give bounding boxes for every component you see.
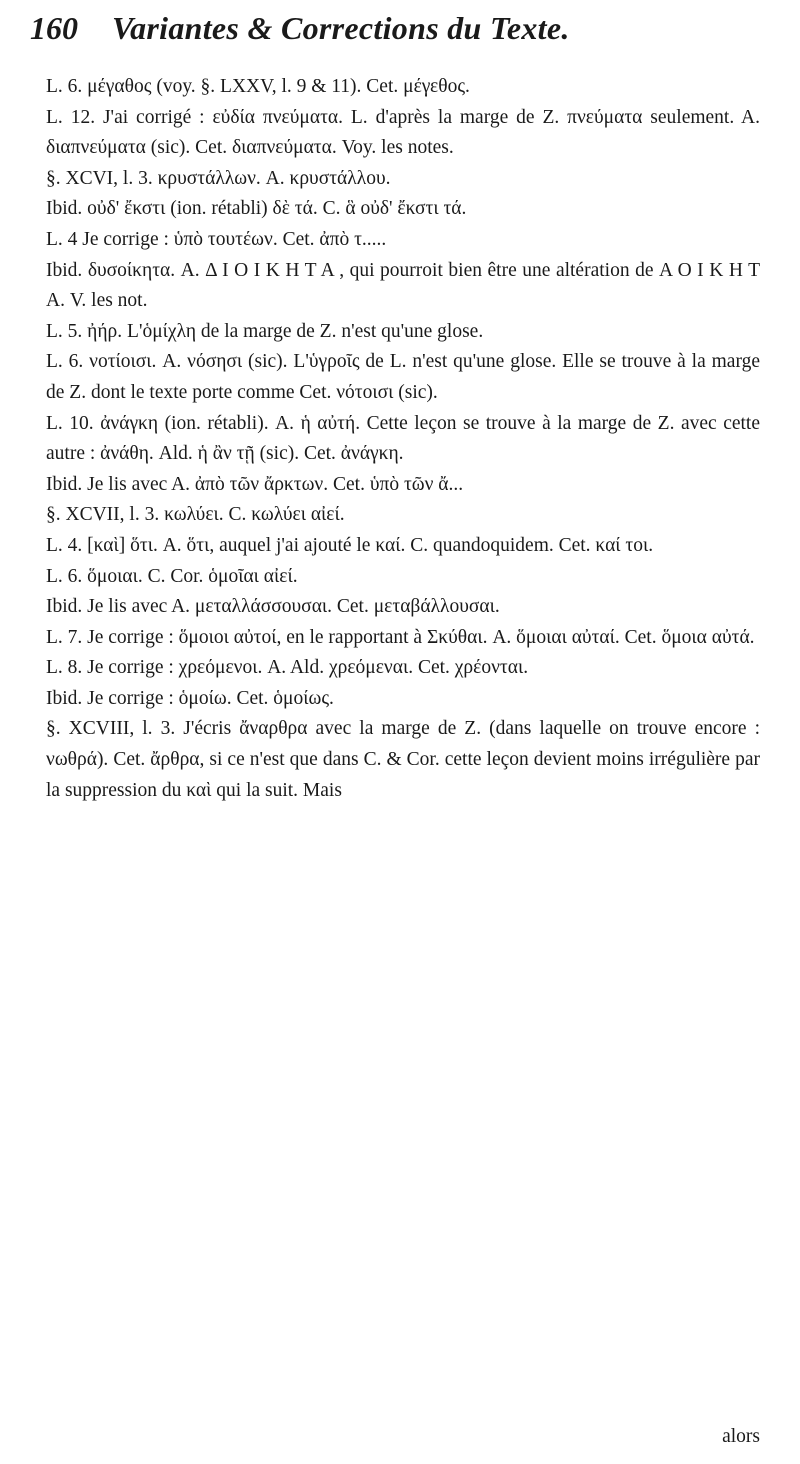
variant-note: L. 8. Je corrige : χρεόμενοι. A. Ald. χρεόμεναι. Cet. χρέονται.: [46, 657, 529, 679]
variant-note: Ibid. Je lis avec A. μεταλλάσσουσαι. Cet. μεταβάλλουσαι.: [46, 596, 500, 618]
running-title: Variantes & Corrections du Texte.: [112, 10, 570, 46]
variant-note: L. 12. J'ai corrigé : εὐδία πνεύματα. L. d'après la marge de Z. πνεύματα seulement. A. διαπνεύματα (sic). Cet. διαπνεύματα. Voy. les notes.: [46, 106, 760, 159]
section-note: §. XCVIII, l. 3. J'écris ἄναρθρα avec la marge de Z. (dans laquelle on trouve encore : νωθρά). Cet. ἄρθρα, si ce n'est que dans C. & Cor. cette leçon devient moins irrégulière par la suppression du καὶ qui la suit. Mais: [46, 718, 760, 801]
variant-note: Ibid. Je lis avec A. ἀπὸ τῶν ἄρκτων. Cet. ὑπὸ τῶν ἄ...: [46, 473, 464, 495]
variant-note: L. 10. ἀνάγκη (ion. rétabli). A. ἡ αὐτή. Cette leçon se trouve à la marge de Z. avec cette autre : ἀνάθη. Ald. ἡ ἂν τῇ (sic). Cet. ἀνάγκη.: [46, 412, 760, 465]
variant-note: L. 6. ὅμοιαι. C. Cor. ὁμοῖαι αἰεί.: [46, 565, 298, 587]
variant-note: Ibid. Je corrige : ὁμοίω. Cet. ὁμοίως.: [46, 687, 334, 709]
page-header: [30, 8, 770, 60]
section-note: §. XCVI, l. 3. κρυστάλλων. A. κρυστάλλου.: [46, 167, 391, 189]
variant-note: L. 5. ἠήρ. L'ὁμίχλη de la marge de Z. n'est qu'une glose.: [46, 320, 484, 342]
variant-note: L. 4 Je corrige : ὑπὸ τουτέων. Cet. ἀπὸ τ.....: [46, 228, 387, 250]
variant-note: Ibid. δυσοίκητα. A. Δ Ι Ο Ι Κ Η Τ Α , qui pourroit bien être une altération de Α Ο Ι Κ Η Τ Α. V. les not.: [46, 259, 760, 312]
section-note: §. XCVII, l. 3. κωλύει. C. κωλύει αἰεί.: [46, 504, 345, 526]
page-number: 160: [30, 10, 78, 46]
variant-note: L. 6. νοτίοισι. A. νόσησι (sic). L'ὑγροῖς de L. n'est qu'une glose. Elle se trouve à la marge de Z. dont le texte porte comme Cet. νότοισι (sic).: [46, 351, 760, 403]
variant-note: Ibid. οὐδ' ἔκστι (ion. rétabli) δὲ τά. C. ἃ οὐδ' ἔκστι τά.: [46, 198, 467, 220]
catchword: alors: [722, 1426, 760, 1447]
variant-note: L. 7. Je corrige : ὅμοιοι αὐτοί, en le rapportant à Σκύθαι. A. ὅμοιαι αὐταί. Cet. ὅμοια αὐτά.: [46, 626, 755, 648]
page-body: [46, 72, 760, 806]
variant-note: L. 6. μέγαθος (voy. §. LXXV, l. 9 & 11). Cet. μέγεθος.: [46, 76, 470, 97]
variant-note: L. 4. [καὶ] ὅτι. A. ὅτι, auquel j'ai ajouté le καί. C. quandoquidem. Cet. καί τοι.: [46, 534, 654, 556]
